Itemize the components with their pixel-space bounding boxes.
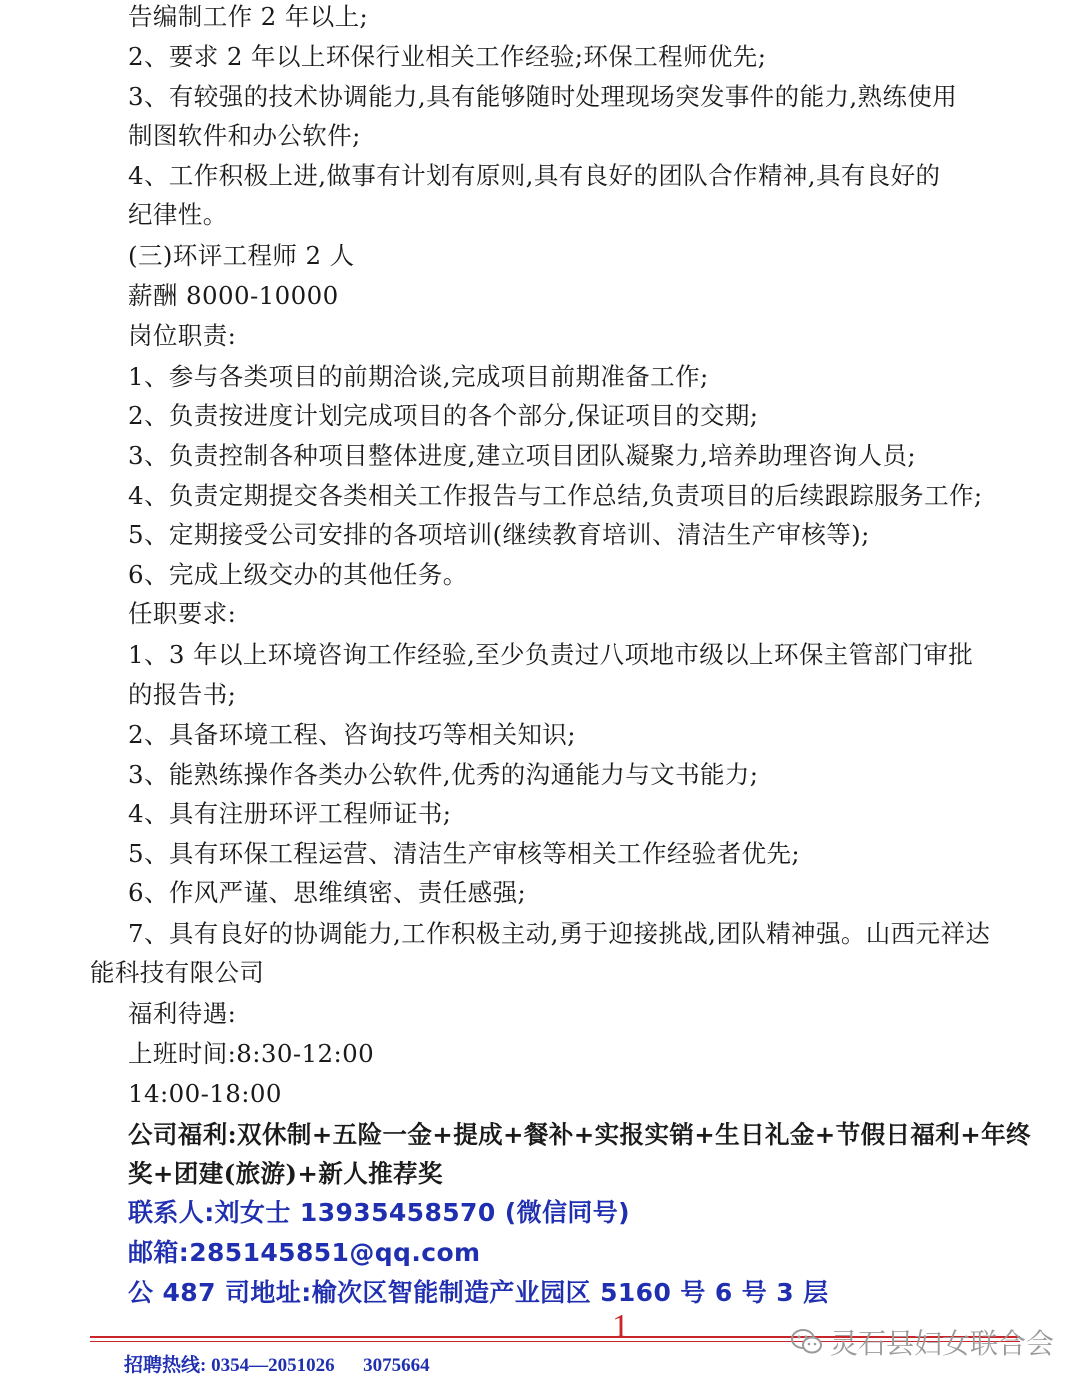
doc-line-3: 3、有较强的技术协调能力,具有能够随时处理现场突发事件的能力,熟练使用 [128,82,958,111]
requirement-3: 3、能熟练操作各类办公软件,优秀的沟通能力与文书能力; [128,760,759,789]
work-hours-afternoon: 14:00-18:00 [128,1079,282,1108]
requirement-1-cont: 的报告书; [128,680,237,709]
requirement-4: 4、具有注册环评工程师证书; [128,799,452,828]
requirement-6: 6、作风严谨、思维缜密、责任感强; [128,878,527,907]
duty-3: 3、负责控制各种项目整体进度,建立项目团队凝聚力,培养助理咨询人员; [128,441,917,470]
work-hours-morning: 上班时间:8:30-12:00 [128,1039,375,1068]
company-benefits: 公司福利:双休制+五险一金+提成+餐补+实报实销+生日礼金+节假日福利+年终 [128,1120,1031,1149]
requirements-heading: 任职要求: [128,599,237,628]
benefits-heading: 福利待遇: [128,999,237,1028]
page-number: 1 [612,1308,629,1345]
watermark-text: 灵石县妇女联合会 [830,1327,1055,1360]
watermark [790,1322,1054,1362]
requirement-2: 2、具备环境工程、咨询技巧等相关知识; [128,720,576,749]
doc-line-2: 2、要求 2 年以上环保行业相关工作经验;环保工程师优先; [128,42,767,71]
duties-heading: 岗位职责: [128,321,237,350]
duty-2: 2、负责按进度计划完成项目的各个部分,保证项目的交期; [128,401,759,430]
salary-line: 薪酬 8000-10000 [128,281,339,310]
section-heading: (三)环评工程师 2 人 [128,241,355,270]
requirement-7-cont: 能科技有限公司 [90,958,265,987]
doc-line-4: 制图软件和办公软件; [128,121,361,150]
duty-6: 6、完成上级交办的其他任务。 [128,560,468,589]
contact-address: 公 487 司地址:榆次区智能制造产业园区 5160 号 6 号 3 层 [128,1278,829,1307]
doc-line-6: 纪律性。 [128,200,228,229]
company-benefits-cont: 奖+团建(旅游)+新人推荐奖 [128,1159,443,1188]
requirement-7: 7、具有良好的协调能力,工作积极主动,勇于迎接挑战,团队精神强。山西元祥达 [128,919,991,948]
duty-4: 4、负责定期提交各类相关工作报告与工作总结,负责项目的后续跟踪服务工作; [128,481,983,510]
wechat-icon [790,1328,824,1356]
contact-email: 邮箱:285145851@qq.com [128,1238,481,1267]
requirement-1: 1、3 年以上环境咨询工作经验,至少负责过八项地市级以上环保主管部门审批 [128,640,974,669]
contact-person: 联系人:刘女士 13935458570 (微信同号) [128,1198,631,1227]
doc-line-1: 告编制工作 2 年以上; [128,2,369,31]
duty-1: 1、参与各类项目的前期洽谈,完成项目前期准备工作; [128,362,709,391]
duty-5: 5、定期接受公司安排的各项培训(继续教育培训、清洁生产审核等); [128,520,870,549]
doc-line-5: 4、工作积极上进,做事有计划有原则,具有良好的团队合作精神,具有良好的 [128,161,941,190]
recruitment-hotline: 招聘热线: 0354—2051026 3075664 [124,1355,430,1376]
requirement-5: 5、具有环保工程运营、清洁生产审核等相关工作经验者优先; [128,839,801,868]
